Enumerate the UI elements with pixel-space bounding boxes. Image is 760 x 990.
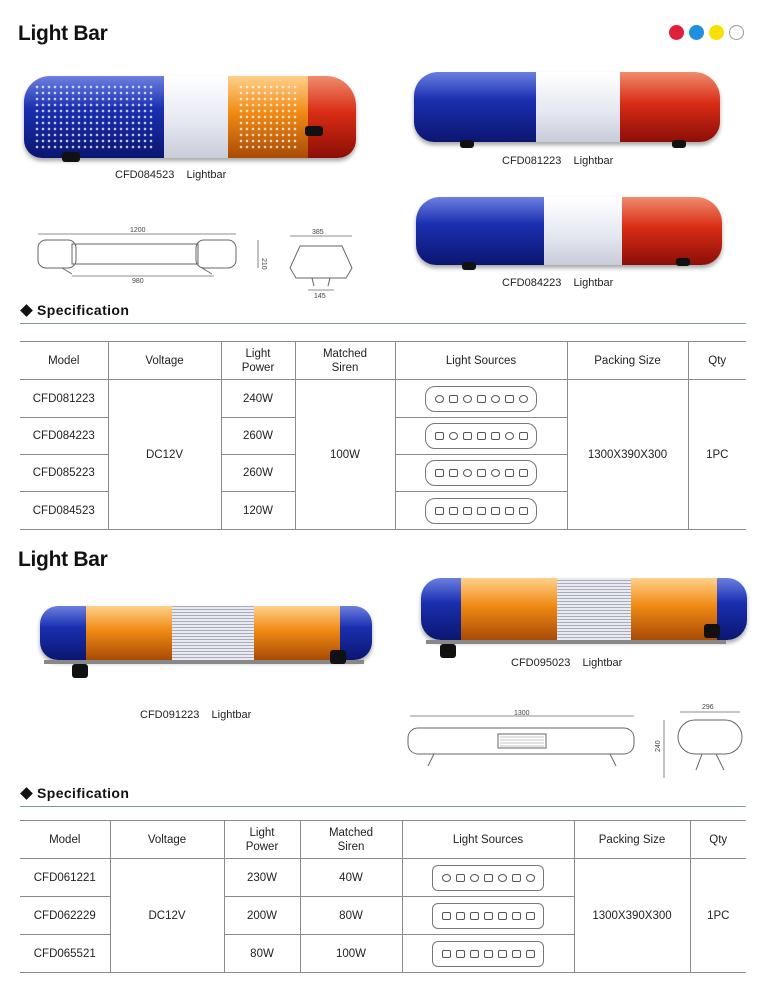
light-source-diagram xyxy=(395,455,567,492)
qty-cell: 1PC xyxy=(688,380,746,530)
divider xyxy=(20,323,746,324)
column-header: Qty xyxy=(690,821,746,859)
voltage-cell: DC12V xyxy=(110,859,224,973)
power-cell: 80W xyxy=(224,935,300,973)
model-cell: CFD084223 xyxy=(20,418,108,455)
product-caption: CFD084223 Lightbar xyxy=(502,277,614,289)
color-options xyxy=(669,25,744,40)
column-header: Model xyxy=(20,342,108,380)
voltage-cell: DC12V xyxy=(108,380,221,530)
product-caption: CFD095023 Lightbar xyxy=(511,657,623,669)
light-source-diagram xyxy=(402,935,574,973)
divider xyxy=(20,806,746,807)
model-cell: CFD084523 xyxy=(20,492,108,530)
dimension-drawing-side xyxy=(654,700,746,780)
column-header: Light Sources xyxy=(395,342,567,380)
model-cell: CFD061221 xyxy=(20,859,110,897)
dimension-height: 240 xyxy=(655,740,662,752)
light-source-diagram xyxy=(395,418,567,455)
column-header: Voltage xyxy=(110,821,224,859)
siren-cell: 100W xyxy=(295,380,395,530)
siren-cell: 80W xyxy=(300,897,402,935)
column-header: Qty xyxy=(688,342,746,380)
spec-table-1 xyxy=(20,341,746,530)
dimension-base: 145 xyxy=(314,293,326,300)
dimension-length: 1200 xyxy=(130,227,146,234)
dimension-inner: 980 xyxy=(132,278,144,285)
spec-heading xyxy=(20,785,129,801)
diamond-bullet-icon xyxy=(20,304,33,317)
column-header-text: Matched Siren xyxy=(322,347,368,374)
siren-cell: 40W xyxy=(300,859,402,897)
product-caption: CFD081223 Lightbar xyxy=(502,155,614,167)
column-header xyxy=(295,342,395,380)
table-header-row xyxy=(20,342,746,380)
diamond-bullet-icon xyxy=(20,787,33,800)
packing-cell: 1300X390X300 xyxy=(567,380,688,530)
model-cell: CFD065521 xyxy=(20,935,110,973)
light-source-diagram xyxy=(402,859,574,897)
power-cell: 240W xyxy=(221,380,295,418)
model-cell: CFD085223 xyxy=(20,455,108,492)
column-header-text: Light Power xyxy=(245,826,279,853)
siren-cell: 100W xyxy=(300,935,402,973)
model-cell: CFD081223 xyxy=(20,380,108,418)
dimension-drawing-front xyxy=(32,224,272,286)
dimension-width: 385 xyxy=(312,229,324,236)
table-row xyxy=(20,859,746,897)
product-caption: CFD091223 Lightbar xyxy=(140,709,252,721)
dimension-drawing-front xyxy=(404,708,640,770)
column-header xyxy=(224,821,300,859)
light-source-diagram xyxy=(395,492,567,530)
spec-heading-text: Specification xyxy=(37,302,130,318)
dimension-length: 1300 xyxy=(514,710,530,717)
column-header: Packing Size xyxy=(574,821,690,859)
mounting-rail xyxy=(44,660,364,664)
spec-heading xyxy=(20,302,129,318)
column-header: Light Sources xyxy=(402,821,574,859)
color-dot-red xyxy=(669,25,684,40)
color-dot-yellow xyxy=(709,25,724,40)
color-dot-white xyxy=(729,25,744,40)
dimension-drawing-side xyxy=(284,228,360,300)
section-title: Light Bar xyxy=(18,22,108,45)
power-cell: 230W xyxy=(224,859,300,897)
power-cell: 200W xyxy=(224,897,300,935)
table-row xyxy=(20,380,746,418)
power-cell: 120W xyxy=(221,492,295,530)
color-dot-blue xyxy=(689,25,704,40)
column-header xyxy=(221,342,295,380)
packing-cell: 1300X390X300 xyxy=(574,859,690,973)
mounting-rail xyxy=(426,640,726,644)
light-source-diagram xyxy=(395,380,567,418)
power-cell: 260W xyxy=(221,455,295,492)
column-header: Model xyxy=(20,821,110,859)
light-source-diagram xyxy=(402,897,574,935)
column-header: Packing Size xyxy=(567,342,688,380)
product-caption: CFD084523 Lightbar xyxy=(115,169,227,181)
spec-heading-text: Specification xyxy=(37,785,130,801)
column-header-text: Light Power xyxy=(241,347,275,374)
model-cell: CFD062229 xyxy=(20,897,110,935)
column-header xyxy=(300,821,402,859)
table-header-row xyxy=(20,821,746,859)
power-cell: 260W xyxy=(221,418,295,455)
column-header: Voltage xyxy=(108,342,221,380)
spec-table-2 xyxy=(20,820,746,973)
dimension-width: 296 xyxy=(702,704,714,711)
qty-cell: 1PC xyxy=(690,859,746,973)
section-title: Light Bar xyxy=(18,548,108,571)
dimension-height: 210 xyxy=(260,258,267,270)
column-header-text: Matched Siren xyxy=(328,826,374,853)
